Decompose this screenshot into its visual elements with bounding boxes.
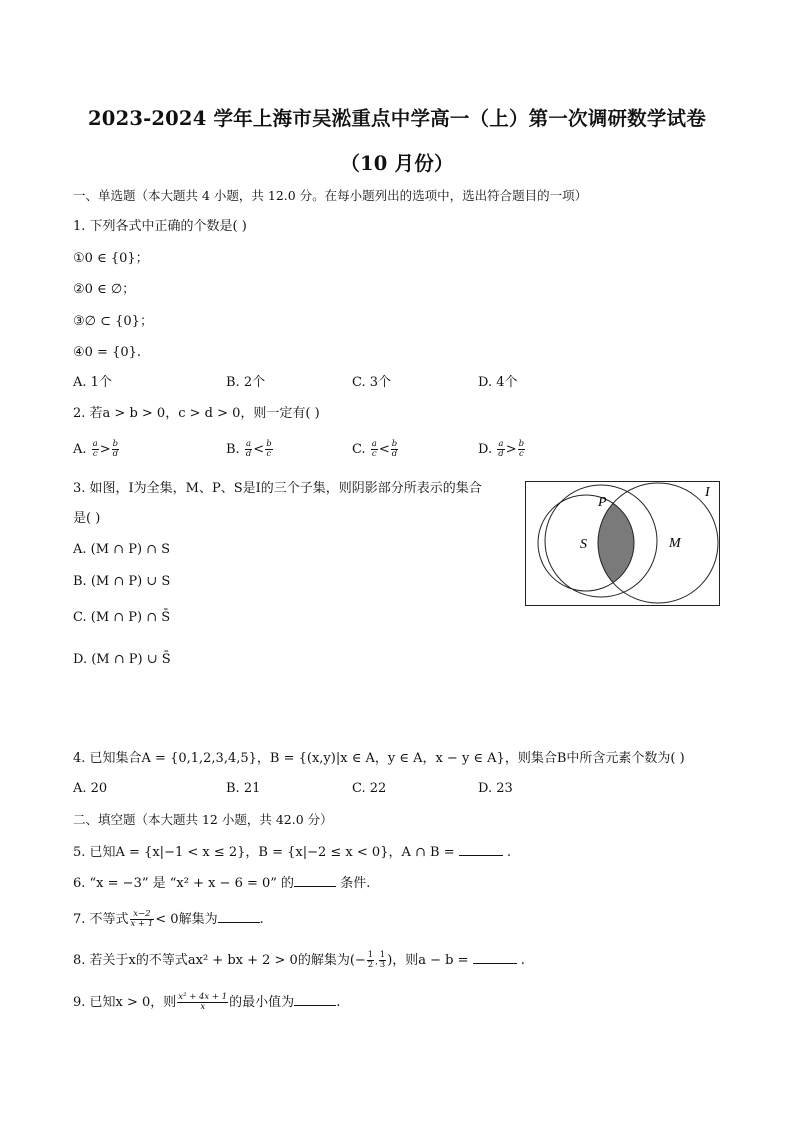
denominator: x + 1 <box>130 919 154 929</box>
fraction <box>92 440 99 459</box>
numerator: b <box>391 439 398 449</box>
denominator: x <box>200 1002 206 1012</box>
question-6-text: 6. “x = −3” 是 “x² + x − 6 = 0” 的 <box>73 876 295 891</box>
question-9-end: . <box>336 995 341 1010</box>
fraction <box>518 440 525 459</box>
question-6-end: 条件. <box>336 876 371 891</box>
question-7 <box>73 910 264 929</box>
question-1-option-c: C. 3个 <box>352 375 392 390</box>
fraction <box>371 440 378 459</box>
numerator: x−2 <box>130 910 155 920</box>
question-1-item-2: ②0 ∈ ∅； <box>73 282 136 297</box>
question-1-item-1: ①0 ∈ {0}； <box>73 251 149 266</box>
denominator: d <box>112 449 119 459</box>
question-3-option-a: A. (M ∩ P) ∩ S <box>73 542 171 557</box>
fraction <box>391 440 398 459</box>
numerator: a <box>498 439 504 449</box>
label-s: S <box>580 537 587 552</box>
venn-diagram <box>525 481 721 607</box>
comma: , <box>375 957 378 966</box>
exam-title: 2023-2024 学年上海市吴淞重点中学高一（上）第一次调研数学试卷 <box>88 107 706 130</box>
option-letter: D. <box>478 442 493 457</box>
numerator: 1 <box>367 950 374 960</box>
option-letter: C. <box>352 442 366 457</box>
numerator: b <box>518 439 525 449</box>
question-3-option-d: D. (M ∩ P) ∪ S̄ <box>73 652 171 667</box>
question-2-stem: 2. 若a > b > 0，c > d > 0，则一定有( ) <box>73 406 320 421</box>
answer-blank <box>294 874 336 887</box>
answer-blank <box>459 843 503 856</box>
question-5-text: 5. 已知A = {x|−1 < x ≤ 2}，B = {x|−2 ≤ x < 0}，A ∩ B = <box>73 845 459 860</box>
denominator: d <box>391 449 398 459</box>
question-1-item-3: ③∅ ⊂ {0}； <box>73 314 153 329</box>
question-5-end: . <box>502 845 511 860</box>
question-9-post: 的最小值为 <box>229 995 295 1010</box>
numerator: x² + 4x + 1 <box>178 992 228 1002</box>
question-5 <box>73 843 511 862</box>
question-4-option-b: B. 21 <box>226 781 261 796</box>
numerator: a <box>371 439 377 449</box>
exam-subtitle: （10 月份） <box>340 152 454 175</box>
question-2-option-d <box>478 440 526 459</box>
question-1-stem: 1. 下列各式中正确的个数是( ) <box>73 219 247 234</box>
denominator: d <box>245 449 252 459</box>
label-i: I <box>705 485 710 500</box>
question-3-option-c: C. (M ∩ P) ∩ S̄ <box>73 610 171 625</box>
question-4-option-d: D. 23 <box>478 781 513 796</box>
denominator: c <box>371 449 377 459</box>
fraction <box>112 440 119 459</box>
option-letter: A. <box>73 442 87 457</box>
question-9 <box>73 993 340 1012</box>
question-8-end: . <box>516 953 525 968</box>
question-2-option-a <box>73 440 120 459</box>
shaded-region <box>598 483 718 603</box>
question-1-item-4: ④0 = {0}. <box>73 345 142 360</box>
numerator: b <box>112 439 119 449</box>
denominator: 2 <box>367 960 374 970</box>
fraction <box>265 440 272 459</box>
fraction <box>130 910 155 929</box>
answer-blank <box>473 951 517 964</box>
fraction <box>497 440 504 459</box>
denominator: 3 <box>379 960 386 970</box>
question-8-pre: 8. 若关于x的不等式ax² + bx + 2 > 0的解集为(− <box>73 953 366 968</box>
question-4-stem: 4. 已知集合A = {0,1,2,3,4,5}，B = {(x,y)|x ∈ A，y ∈ A，x − y ∈ A}，则集合B中所含元素个数为( ) <box>73 751 685 766</box>
section-heading-single-choice: 一、单选题（本大题共 4 小题，共 12.0 分。在每小题列出的选项中，选出符合题目的一项） <box>73 188 588 203</box>
numerator: b <box>266 439 272 449</box>
label-p: P <box>598 495 607 510</box>
question-4-option-c: C. 22 <box>352 781 387 796</box>
answer-blank <box>294 993 336 1006</box>
question-8-post: )，则a − b = <box>387 953 473 968</box>
denominator: c <box>266 449 272 459</box>
numerator: a <box>92 439 98 449</box>
relation: < <box>378 442 390 457</box>
numerator: 1 <box>379 950 386 960</box>
question-1-option-d: D. 4个 <box>478 375 518 390</box>
question-7-post: < 0解集为 <box>155 912 218 927</box>
question-2-option-c <box>352 440 399 459</box>
question-9-pre: 9. 已知x > 0，则 <box>73 995 177 1010</box>
question-8 <box>73 951 525 971</box>
relation: > <box>99 442 111 457</box>
relation: < <box>253 442 265 457</box>
fraction <box>245 440 252 459</box>
question-1-option-b: B. 2个 <box>226 375 266 390</box>
question-3-option-b: B. (M ∩ P) ∪ S <box>73 574 171 589</box>
fraction <box>379 951 386 970</box>
question-6 <box>73 874 370 893</box>
question-3-stem-line-1: 3. 如图，I为全集，M、P、S是I的三个子集，则阴影部分所表示的集合 <box>73 481 482 496</box>
fraction <box>177 993 228 1012</box>
label-m: M <box>669 536 681 551</box>
option-letter: B. <box>226 442 240 457</box>
question-7-end: . <box>259 912 264 927</box>
section-heading-fill-blank: 二、填空题（本大题共 12 小题，共 42.0 分） <box>73 812 333 827</box>
answer-blank <box>218 910 260 923</box>
question-3-stem-line-2: 是( ) <box>73 511 101 526</box>
question-1-option-a: A. 1个 <box>73 375 112 390</box>
denominator: d <box>498 449 504 459</box>
relation: > <box>505 442 517 457</box>
denominator: c <box>518 449 524 459</box>
question-4-option-a: A. 20 <box>73 781 108 796</box>
denominator: c <box>92 449 98 459</box>
fraction <box>367 951 374 970</box>
question-2-option-b <box>226 440 274 459</box>
question-7-pre: 7. 不等式 <box>73 912 129 927</box>
numerator: a <box>246 439 252 449</box>
